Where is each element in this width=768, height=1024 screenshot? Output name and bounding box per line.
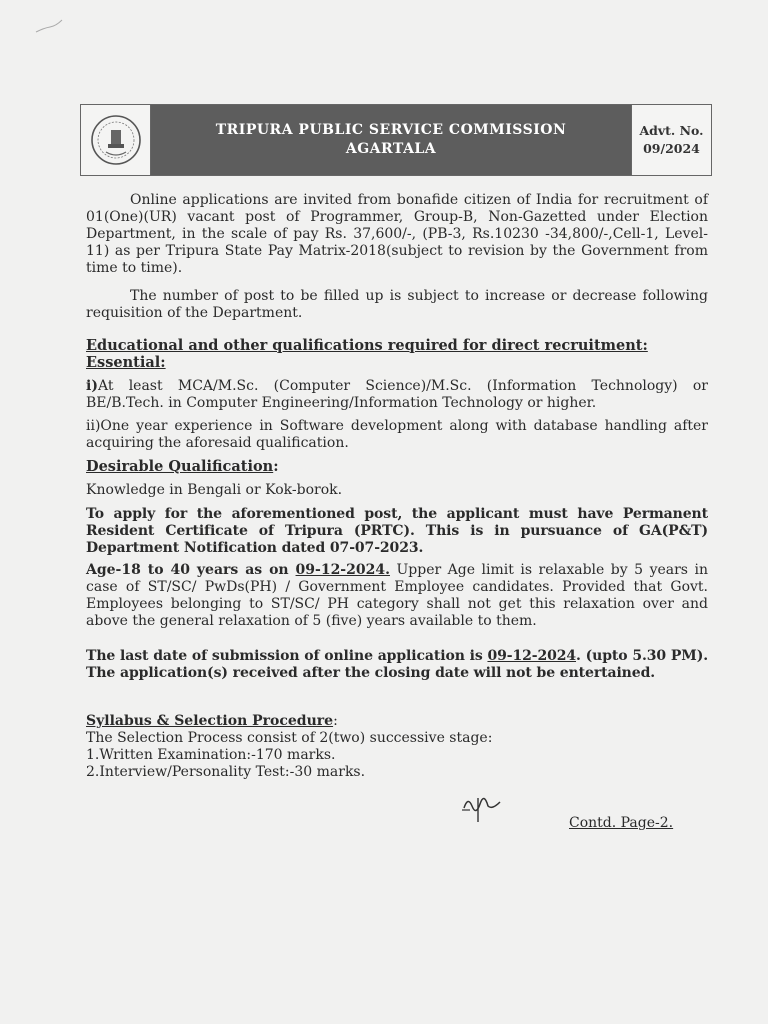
- syllabus-heading: Syllabus & Selection Procedure: [86, 713, 334, 729]
- commission-title: [151, 105, 631, 175]
- org-city: AGARTALA: [345, 141, 437, 157]
- selection-process-line: The Selection Process consist of 2(two) successive stage:: [86, 730, 493, 746]
- advertisement-number-box: [631, 105, 711, 175]
- qualifications-heading: Educational and other qualifications required for direct recruitment: Essential:: [86, 337, 708, 371]
- post-number-paragraph: The number of post to be filled up is subject to increase or decrease following requisition of the Department.: [86, 288, 708, 321]
- continued-note: Contd. Page-2.: [569, 815, 674, 831]
- handwritten-signature: [458, 788, 506, 824]
- age-limit-paragraph: Age-18 to 40 years as on 09-12-2024. Upper Age limit is relaxable by 5 years in case of ST/SC/ PwDs(PH) / Government Employee candidates. Provided that Govt. Employees belonging to ST/SC/ PH category shall not get this relaxation over and above the general relaxation of 5 (five) years available to them.: [86, 562, 708, 629]
- essential-item-1: i)At least MCA/M.Sc. (Computer Science)/M.Sc. (Information Technology) or BE/B.Tech. in Computer Engineering/Information Technology or higher.: [86, 378, 708, 411]
- advt-label: Advt. No.: [639, 123, 704, 138]
- interview-line: 2.Interview/Personality Test:-30 marks.: [86, 764, 366, 780]
- prtc-requirement: To apply for the aforementioned post, the applicant must have Permanent Resident Certificate of Tripura (PRTC). This is in pursuance of GA(P&T) Department Notification dated 07-07-2023.: [86, 506, 708, 556]
- advt-number: 09/2024: [643, 141, 700, 156]
- deadline-paragraph: The last date of submission of online application is 09-12-2024. (upto 5.30 PM). The application(s) received after the closing date will not be entertained.: [86, 648, 708, 681]
- intro-paragraph: Online applications are invited from bonafide citizen of India for recruitment of 01(One)(UR) vacant post of Programmer, Group-B, Non-Gazetted under Election Department, in the scale of pay Rs. 37,600/-, (PB-3, Rs.10230 -34,800/-,Cell-1, Level-11) as per Tripura State Pay Matrix-2018(subject to revision by the Government from time to time).: [86, 192, 708, 276]
- deadline-date: 09-12-2024: [487, 648, 577, 664]
- desirable-heading: Desirable Qualification:: [86, 458, 279, 475]
- written-exam-line: 1.Written Examination:-170 marks.: [86, 747, 336, 763]
- syllabus-section: Syllabus & Selection Procedure: The Selection Process consist of 2(two) successive stage: 1.Written Examination:-170 marks. 2.Interview/Personality Test:-30 marks.: [86, 713, 708, 781]
- letterhead: [80, 104, 712, 176]
- emblem-seal-icon: [88, 112, 144, 168]
- essential-heading: Essential:: [86, 354, 166, 371]
- seal-box: [81, 105, 151, 175]
- age-reference-date: 09-12-2024.: [295, 562, 390, 578]
- org-name: TRIPURA PUBLIC SERVICE COMMISSION: [215, 122, 567, 138]
- pen-mark-icon: [34, 18, 64, 36]
- desirable-text: Knowledge in Bengali or Kok-borok.: [86, 482, 343, 498]
- essential-item-2: ii)One year experience in Software development along with database handling after acquiring the aforesaid qualification.: [86, 418, 708, 451]
